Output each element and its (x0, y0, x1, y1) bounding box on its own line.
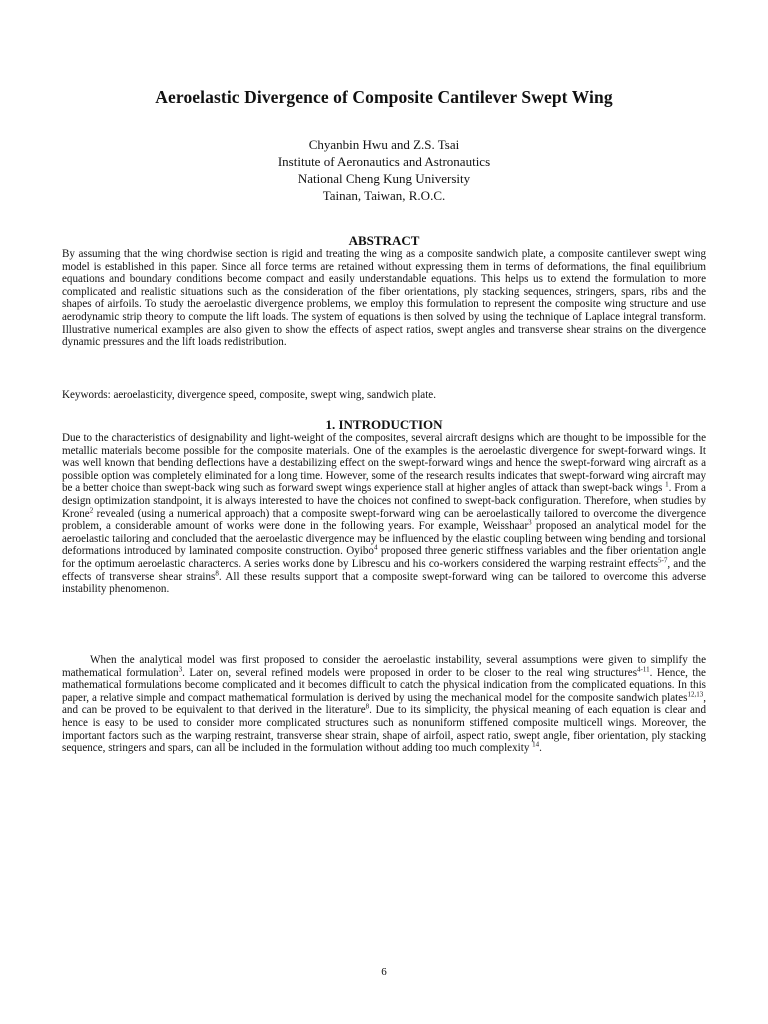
citation: 2 (89, 505, 94, 514)
paragraph-text: revealed (using a numerical approach) that a composite swept-forward wing can be aeroelastically tailored to overcome the divergence problem, a considerable amount of works were done in the following years. For example, Weisshaar (62, 507, 706, 533)
citation: 12,13 (687, 690, 704, 699)
abstract-text: By assuming that the wing chordwise section is rigid and treating the wing as a composite sandwich plate, a composite cantilever swept wing model is established in this paper. Since all force terms are retained without expressing them in terms of deformations, the final equilibrium equations and boundary conditions become compact and easily understandable equations. This helps us to extend the formulation to more complicated and realistic situations such as the consideration of the fiber orientations, ply stacking sequences, stringers, spars, ribs and the shapes of airfoils. To study the aeroelastic divergence problems, we employ this formulation to represent the composite wing structure and use aerodynamic strip theory to compute the lift loads. The system of equations is then solved by using the technique of Laplace integral transform. Illustrative numerical examples are also given to show the effects of aspect ratios, swept angles and transverse shear strains on the divergence dynamic pressures and the lift loads redistribution. (62, 248, 706, 349)
author-location: Tainan, Taiwan, R.O.C. (322, 188, 446, 203)
citation: 14 (532, 740, 540, 749)
citation: 4 (373, 543, 378, 552)
paragraph-text: . (539, 742, 542, 755)
citation: 5-7 (658, 556, 668, 565)
paragraph-text: . All these results support that a composite swept-forward wing can be tailored to overcome this adverse instability phenomenon. (62, 570, 706, 596)
author-institute: Institute of Aeronautics and Astronautics (277, 154, 491, 169)
citation: 8 (215, 568, 219, 577)
citation: 3 (528, 518, 532, 527)
abstract-heading: ABSTRACT (348, 233, 420, 248)
paragraph-text: proposed an analytical model for the aeroelastic tailoring and concluded that the aeroelastic divergence may be influenced by the elastic coupling between wing bending and torsional deformations introduced by laminated composite construction. Oyibo (62, 520, 706, 558)
citation: 4-11 (637, 664, 650, 673)
page-number: 6 (381, 966, 387, 978)
introduction-heading: 1. INTRODUCTION (325, 417, 443, 432)
citation: 1 (665, 480, 669, 489)
citation: 8 (365, 702, 370, 711)
introduction-paragraph-1 (62, 432, 706, 596)
paragraph-text: proposed three generic stiffness variables and the fiber orientation angle for the optimum aeroelastic charactercs. A series works done by Librescu and his co-workers considered the warping restraint effects (62, 545, 706, 570)
paragraph-text: , and can be proved to be equivalent to that derived in the literature (62, 691, 706, 717)
paragraph-text: Due to the characteristics of designability and light-weight of the composites, several aircraft designs which are thought to be impossible for the metallic materials become possible for the composite materials. One of the examples is the aeroelastic divergence for swept-forward wings. It was well known that bending deflections have a destabilizing effect on the swept-forward wings and hence the swept-forward wing aircraft as a possible option was completely eliminated for a long time. However, some of the research results indicates that swept-forward wing aircraft may be a better choice than swept-back wing such as forward swept wings experience stall at higher angles of attack than swept-back wings (62, 432, 706, 495)
author-block (62, 136, 706, 204)
paragraph-text: When the analytical model was first proposed to consider the aeroelastic instability, several assumptions were given to simplify the mathematical formulation (62, 654, 706, 679)
paragraph-text: . Hence, the mathematical formulations become complicated and it becomes difficult to catch the physical indication from the complicated equations. In this paper, a relative simple and compact mathematical formulation is derived by using the mechanical model for the composite sandwich plates (62, 666, 706, 704)
author-names: Chyanbin Hwu and Z.S. Tsai (308, 137, 460, 152)
paragraph-text: . Later on, several refined models were proposed in order to be closer to the real wing structures (182, 666, 638, 679)
paragraph-text: , and the effects of transverse shear strains (62, 557, 706, 583)
author-university: National Cheng Kung University (297, 171, 471, 186)
paper-title: Aeroelastic Divergence of Composite Cantilever Swept Wing (155, 87, 613, 107)
paragraph-text: . From a design optimization standpoint, it is always interested to have the choices not confined to swept-back configuration. Therefore, when studies by Krone (62, 482, 706, 520)
introduction-paragraph-2 (62, 654, 706, 755)
citation: 3 (178, 664, 183, 673)
keywords: Keywords: aeroelasticity, divergence speed, composite, swept wing, sandwich plate. (62, 389, 436, 401)
paragraph-text: . Due to its simplicity, the physical meaning of each equation is clear and hence is easy to be used to consider more complicated structures such as nonuniform stiffened composite multicell wings. Moreover, the important factors such as the warping restraint, transverse shear strain, shape of airfoil, aspect ratio, swept angle, fiber orientation, ply stacking sequence, stringers and spars, can all be included in the formulation without adding too much complexity (62, 704, 707, 755)
